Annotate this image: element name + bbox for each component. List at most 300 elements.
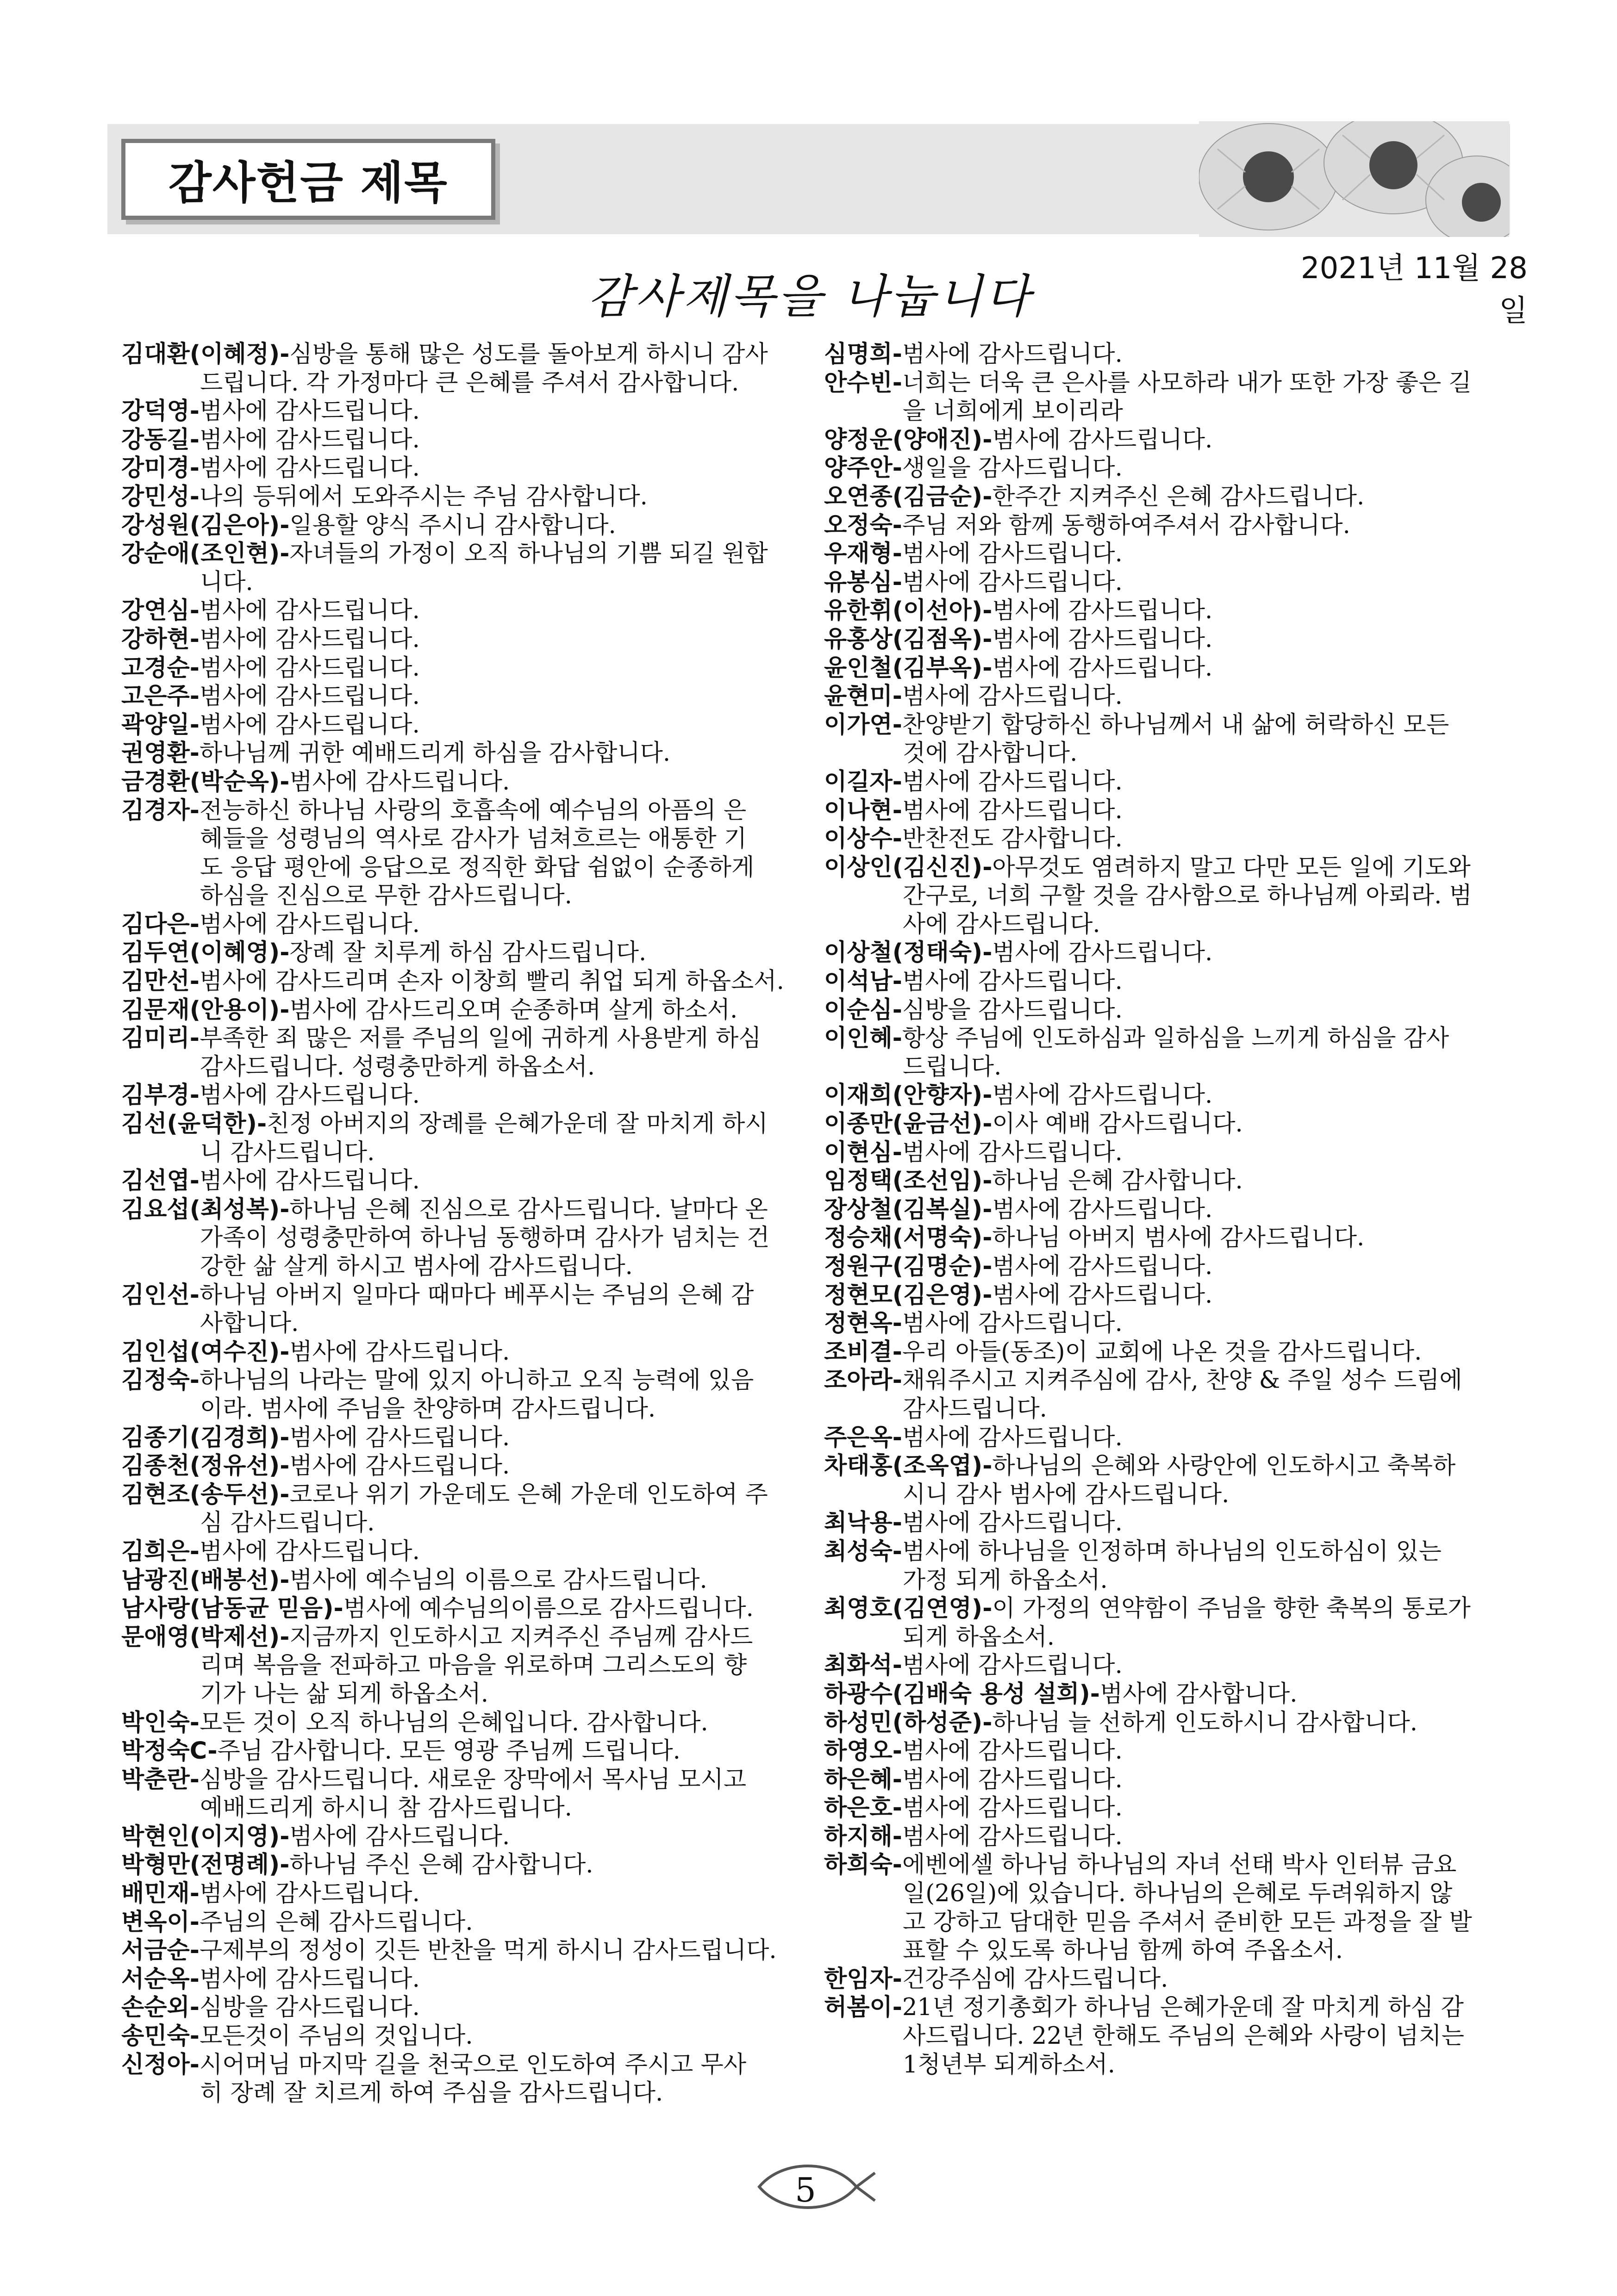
entry-text: 드립니다. 각 가정마다 큰 은혜를 주셔서 감사합니다.: [200, 369, 739, 397]
entry-text: 범사에 감사드립니다.: [289, 768, 510, 796]
entry-text: 아무것도 염려하지 말고 다만 모든 일에 기도와: [992, 853, 1471, 881]
thanks-entry: [824, 1224, 1507, 1252]
thanks-entry: [824, 597, 1507, 625]
thanks-entry: [121, 1024, 793, 1081]
entry-name: 신정아-: [121, 2051, 200, 2078]
entry-text: 범사에 감사드립니다.: [902, 768, 1123, 796]
entry-name: 강민성-: [121, 483, 200, 510]
entry-name: 이현심-: [824, 1139, 902, 1166]
thanks-entry: [121, 939, 793, 967]
entry-name: 서순옥-: [121, 1965, 200, 1993]
entry-text: 범사에 감사드립니다.: [902, 1652, 1123, 1680]
thanks-entry: [824, 682, 1507, 711]
left-column: [121, 340, 793, 2108]
thanks-entry: [824, 1993, 1507, 2079]
right-column: [824, 340, 1507, 2079]
entry-name: 이상수-: [824, 825, 902, 853]
thanks-entry: [121, 1623, 793, 1709]
page-title: 감사헌금 제목: [121, 139, 495, 220]
thanks-entry: [121, 1195, 793, 1281]
thanks-entry: [121, 1766, 793, 1823]
entry-name: 이가연-: [824, 711, 902, 739]
thanks-entry: [121, 597, 793, 625]
thanks-entry: [824, 1081, 1507, 1110]
thanks-entry: [121, 1851, 793, 1879]
thanks-entry: [121, 1481, 793, 1537]
entry-name: 오정숙-: [824, 511, 902, 539]
thanks-entry: [121, 1110, 793, 1167]
thanks-entry: [824, 1709, 1507, 1737]
entry-name: 서금순-: [121, 1937, 200, 1965]
entry-text: 사에 감사드립니다.: [903, 910, 1100, 938]
entry-text: 일용할 양식 주시니 감사합니다.: [289, 511, 616, 539]
entry-name: 김희은-: [121, 1537, 200, 1565]
entry-name: 오연종(김금순)-: [824, 483, 993, 510]
entry-text: 감사드립니다. 성령충만하게 하옵소서.: [200, 1053, 595, 1081]
entry-text: 범사에 감사드립니다.: [992, 597, 1213, 625]
entry-name: 김정숙-: [121, 1367, 200, 1394]
entry-name: 하성민(하성준)-: [824, 1709, 993, 1736]
entry-text: 범사에 감사드립니다.: [289, 1338, 510, 1366]
entry-text: 히 장례 잘 치르게 하여 주심을 감사드립니다.: [200, 2079, 663, 2107]
thanks-entry: [121, 739, 793, 768]
entry-name: 문애영(박제선)-: [121, 1623, 290, 1651]
entry-name: 강성원(김은아)-: [121, 511, 290, 539]
entry-text: 전능하신 하나님 사랑의 호흡속에 예수님의 아픔의 은: [199, 796, 747, 824]
entry-name: 정원구(김명순)-: [824, 1253, 993, 1280]
entry-name: 최영호(김연영)-: [824, 1595, 993, 1623]
entry-text: 범사에 감사합니다.: [1099, 1680, 1298, 1708]
entry-text: 범사에 감사드립니다.: [902, 796, 1123, 824]
thanks-entry: [824, 853, 1507, 939]
entry-text: 범사에 감사드립니다.: [902, 1509, 1123, 1537]
entry-text: 코로나 위기 가운데도 은혜 가운데 인도하여 주: [289, 1481, 768, 1508]
entry-text: 범사에 감사드립니다.: [289, 1823, 510, 1850]
entry-text: 범사에 감사드립니다.: [902, 1139, 1123, 1166]
entry-name: 정현옥-: [824, 1310, 902, 1338]
thanks-entry: [824, 1281, 1507, 1310]
entry-text: 구제부의 정성이 깃든 반찬을 먹게 하시니 감사드립니다.: [199, 1937, 777, 1965]
thanks-entry: [824, 369, 1507, 426]
entry-text: 하나님 은혜 감사합니다.: [992, 1167, 1243, 1195]
entry-text: 범사에 하나님을 인정하며 하나님의 인도하심이 있는: [902, 1537, 1442, 1565]
entry-text: 하나님의 나라는 말에 있지 아니하고 오직 능력에 있음: [199, 1367, 754, 1394]
entry-text: 가족이 성령충만하여 하나님 동행하며 감사가 넘치는 건: [200, 1224, 770, 1252]
thanks-entry: [824, 768, 1507, 796]
entry-name: 유홍상(김점옥)-: [824, 625, 993, 653]
entry-text: 하심을 진심으로 무한 감사드립니다.: [200, 882, 572, 910]
entry-name: 남광진(배봉선)-: [121, 1566, 290, 1594]
entry-text: 리며 복음을 전파하고 마음을 위로하며 그리스도의 향: [200, 1652, 747, 1680]
thanks-entry: [824, 1139, 1507, 1167]
entry-name: 안수빈-: [824, 369, 902, 397]
entry-text: 주님의 은혜 감사드립니다.: [199, 1908, 473, 1936]
thanks-entry: [121, 1993, 793, 2022]
thanks-entry: [824, 1252, 1507, 1281]
entry-text: 주님 저와 함께 동행하여주셔서 감사합니다.: [902, 511, 1350, 539]
entry-name: 이상철(정태숙)-: [824, 939, 993, 967]
thanks-entry: [824, 1452, 1507, 1509]
entry-name: 고은주-: [121, 683, 200, 710]
sunflower-image: [1199, 121, 1509, 237]
thanks-entry: [121, 397, 793, 426]
entry-text: 하나님께 귀한 예배드리게 하심을 감사합니다.: [199, 740, 671, 767]
entry-name: 하은혜-: [824, 1766, 902, 1793]
entry-name: 김두연(이혜영)-: [121, 939, 290, 967]
entry-text: 하나님 늘 선하게 인도하시니 감사합니다.: [992, 1709, 1417, 1736]
entry-text: 범사에 감사드립니다.: [199, 683, 420, 710]
entry-text: 시니 감사 범사에 감사드립니다.: [903, 1481, 1230, 1508]
entry-text: 부족한 죄 많은 저를 주님의 일에 귀하게 사용받게 하심: [199, 1025, 762, 1052]
entry-text: 반찬전도 감사합니다.: [902, 825, 1123, 853]
thanks-entry: [121, 1566, 793, 1595]
thanks-entry: [121, 340, 793, 397]
thanks-entry: [121, 454, 793, 483]
entry-text: 범사에 감사드립니다.: [992, 625, 1213, 653]
thanks-entry: [824, 1537, 1507, 1594]
thanks-entry: [824, 1766, 1507, 1794]
entry-name: 김만선-: [121, 968, 200, 996]
entry-name: 김현조(송두선)-: [121, 1481, 290, 1508]
entry-text: 니다.: [200, 568, 253, 596]
entry-text: 범사에 감사드립니다.: [199, 398, 420, 425]
entry-text: 범사에 감사드립니다.: [199, 711, 420, 739]
entry-text: 일(26일)에 있습니다. 하나님의 은혜로 두려워하지 않: [903, 1880, 1453, 1908]
entry-name: 강순애(조인현)-: [121, 540, 290, 568]
entry-name: 최화석-: [824, 1652, 902, 1680]
entry-text: 1청년부 되게하소서.: [903, 2051, 1115, 2078]
thanks-entry: [121, 511, 793, 540]
entry-text: 범사에 감사드립니다.: [199, 625, 420, 653]
entry-text: 니 감사드립니다.: [200, 1139, 375, 1166]
thanks-entry: [121, 540, 793, 597]
entry-name: 송민숙-: [121, 2022, 200, 2050]
entry-text: 범사에 감사드립니다.: [902, 1310, 1123, 1338]
thanks-entry: [824, 483, 1507, 511]
entry-name: 이재희(안향자)-: [824, 1082, 993, 1109]
thanks-entry: [121, 1965, 793, 1994]
entry-text: 범사에 감사드립니다.: [902, 968, 1123, 996]
entry-text: 범사에 감사드립니다.: [199, 1167, 420, 1195]
entry-text: 우리 아들(동조)이 교회에 나온 것을 감사드립니다.: [902, 1338, 1422, 1366]
entry-text: 되게 하옵소서.: [903, 1623, 1055, 1651]
entry-text: 범사에 감사드립니다.: [902, 1737, 1123, 1765]
entry-text: 혜들을 성령님의 역사로 감사가 넘쳐흐르는 애통한 기: [200, 825, 747, 853]
entry-name: 김선(윤덕한)-: [121, 1110, 267, 1138]
thanks-entry: [121, 1594, 793, 1623]
entry-name: 박현인(이지영)-: [121, 1823, 290, 1850]
thanks-entry: [824, 1823, 1507, 1851]
thanks-entry: [121, 1424, 793, 1452]
entry-name: 강미경-: [121, 454, 200, 482]
entry-name: 김종기(김경희)-: [121, 1424, 290, 1451]
entry-text: 범사에 예수님의 이름으로 감사드립니다.: [289, 1566, 707, 1594]
entry-text: 범사에 감사드립니다.: [992, 654, 1213, 682]
entry-name: 정현모(김은영)-: [824, 1281, 993, 1309]
thanks-entry: [824, 1680, 1507, 1709]
entry-text: 범사에 감사드립니다.: [902, 1424, 1123, 1451]
thanks-entry: [121, 967, 793, 996]
entry-text: 기가 나는 삶 되게 하옵소서.: [200, 1680, 488, 1708]
entry-name: 차태홍(조옥엽)-: [824, 1452, 993, 1480]
entry-name: 최낙용-: [824, 1509, 902, 1537]
thanks-entry: [121, 1737, 793, 1766]
thanks-entry: [824, 340, 1507, 369]
entry-text: 범사에 감사드리오며 순종하며 살게 하소서.: [289, 996, 738, 1024]
entry-name: 박정숙C-: [121, 1737, 218, 1765]
thanks-entry: [824, 1851, 1507, 1965]
section-subtitle: 감사제목을 나눕니다: [587, 269, 1033, 324]
entry-text: 범사에 감사드립니다.: [199, 426, 420, 454]
entry-text: 심방을 감사드립니다. 새로운 장막에서 목사님 모시고: [199, 1766, 747, 1793]
entry-text: 범사에 감사드립니다.: [902, 341, 1123, 368]
entry-text: 건강주심에 감사드립니다.: [902, 1965, 1168, 1993]
entry-text: 을 너희에게 보이리라: [903, 398, 1123, 425]
entry-name: 주은옥-: [824, 1424, 902, 1451]
thanks-entry: [824, 568, 1507, 597]
entry-name: 허봄이-: [824, 1994, 902, 2022]
entry-text: 범사에 감사드립니다.: [289, 1424, 510, 1451]
thanks-entry: [121, 768, 793, 796]
entry-text: 찬양받기 합당하신 하나님께서 내 삶에 허락하신 모든: [902, 711, 1449, 739]
thanks-entry: [824, 1737, 1507, 1766]
entry-name: 김부경-: [121, 1082, 200, 1109]
entry-name: 하지해-: [824, 1823, 902, 1850]
thanks-entry: [121, 1908, 793, 1937]
thanks-entry: [824, 825, 1507, 853]
entry-text: 범사에 감사드립니다.: [902, 1823, 1123, 1850]
entry-name: 이종만(윤금선)-: [824, 1110, 993, 1138]
entry-text: 범사에 감사드립니다.: [289, 1452, 510, 1480]
entry-name: 김인선-: [121, 1281, 200, 1309]
thanks-entry: [121, 1338, 793, 1367]
thanks-entry: [824, 454, 1507, 483]
entry-text: 감사드립니다.: [903, 1395, 1047, 1423]
entry-text: 이라. 범사에 주님을 찬양하며 감사드립니다.: [200, 1395, 656, 1423]
thanks-entry: [824, 1794, 1507, 1823]
thanks-entry: [824, 1965, 1507, 1994]
entry-name: 윤인철(김부옥)-: [824, 654, 993, 682]
entry-text: 친정 아버지의 장례를 은혜가운데 잘 마치게 하시: [267, 1110, 768, 1138]
entry-name: 이나현-: [824, 796, 902, 824]
entry-name: 강연심-: [121, 597, 200, 625]
entry-text: 예배드리게 하시니 참 감사드립니다.: [200, 1794, 572, 1822]
entry-name: 이석남-: [824, 968, 902, 996]
thanks-entry: [121, 910, 793, 939]
entry-text: 범사에 감사드립니다.: [992, 1253, 1213, 1280]
thanks-entry: [121, 996, 793, 1025]
thanks-entry: [121, 2051, 793, 2108]
entry-name: 장상철(김복실)-: [824, 1195, 993, 1223]
entry-text: 드립니다.: [903, 1053, 1002, 1081]
thanks-entry: [824, 996, 1507, 1025]
thanks-entry: [824, 1594, 1507, 1651]
entry-text: 주님 감사합니다. 모든 영광 주님께 드립니다.: [217, 1737, 681, 1765]
thanks-entry: [121, 1452, 793, 1481]
thanks-entry: [121, 796, 793, 910]
entry-text: 시어머님 마지막 길을 천국으로 인도하여 주시고 무사: [199, 2051, 747, 2078]
entry-text: 생일을 감사드립니다.: [902, 454, 1123, 482]
entry-name: 우재형-: [824, 540, 902, 568]
entry-name: 강덕영-: [121, 398, 200, 425]
entry-text: 채워주시고 지켜주심에 감사, 찬양 & 주일 성수 드림에: [902, 1367, 1462, 1394]
thanks-entry: [121, 1936, 793, 1965]
entry-name: 김요섭(최성복)-: [121, 1195, 290, 1223]
thanks-entry: [121, 483, 793, 511]
entry-text: 범사에 감사드립니다.: [902, 683, 1123, 710]
entry-text: 심방을 감사드립니다.: [902, 996, 1123, 1024]
thanks-entry: [121, 1167, 793, 1195]
entry-name: 남사랑(남동균 믿음)-: [121, 1595, 343, 1623]
thanks-entry: [121, 682, 793, 711]
entry-name: 유한휘(이선아)-: [824, 597, 993, 625]
thanks-entry: [824, 1509, 1507, 1537]
entry-text: 도 응답 평안에 응답으로 정직한 화답 쉼없이 순종하게: [200, 853, 755, 881]
thanks-entry: [121, 1537, 793, 1566]
entry-text: 범사에 예수님의이름으로 감사드립니다.: [343, 1595, 754, 1623]
entry-text: 하나님 은혜 진심으로 감사드립니다. 날마다 온: [289, 1195, 768, 1223]
thanks-entry: [121, 711, 793, 740]
thanks-entry: [121, 1709, 793, 1737]
entry-name: 고경순-: [121, 654, 200, 682]
entry-name: 김선엽-: [121, 1167, 200, 1195]
entry-text: 하나님 주신 은혜 감사합니다.: [289, 1851, 593, 1879]
entry-name: 박형만(전명례)-: [121, 1851, 290, 1879]
entry-text: 범사에 감사드립니다.: [199, 654, 420, 682]
entry-text: 범사에 감사드리며 손자 이창희 빨리 취업 되게 하옵소서.: [199, 968, 784, 996]
entry-text: 모든 것이 오직 하나님의 은혜입니다. 감사합니다.: [199, 1709, 708, 1736]
entry-text: 이사 예배 감사드립니다.: [992, 1110, 1243, 1138]
thanks-entry: [121, 2022, 793, 2051]
entry-text: 범사에 감사드립니다.: [902, 568, 1123, 596]
thanks-entry: [824, 654, 1507, 683]
entry-name: 변옥이-: [121, 1908, 200, 1936]
entry-name: 하광수(김배숙 용성 설희)-: [824, 1680, 1100, 1708]
entry-text: 범사에 감사드립니다.: [992, 939, 1213, 967]
entry-name: 양정운(양애진)-: [824, 426, 993, 454]
entry-name: 하희숙-: [824, 1851, 902, 1879]
thanks-entry: [121, 1081, 793, 1110]
entry-name: 이상인(김신진)-: [824, 853, 993, 881]
entry-name: 곽양일-: [121, 711, 200, 739]
page-number: 5: [795, 2171, 816, 2209]
thanks-entry: [824, 1167, 1507, 1195]
entry-name: 김미리-: [121, 1025, 200, 1052]
entry-text: 에벤에셀 하나님 하나님의 자녀 선태 박사 인터뷰 금요: [902, 1851, 1457, 1879]
thanks-entry: [121, 625, 793, 654]
entry-name: 이인혜-: [824, 1025, 902, 1052]
entry-name: 박인숙-: [121, 1709, 200, 1736]
thanks-entry: [824, 1024, 1507, 1081]
entry-name: 김인섭(여수진)-: [121, 1338, 290, 1366]
entry-text: 하나님의 은혜와 사랑안에 인도하시고 축복하: [992, 1452, 1456, 1480]
entry-name: 양주안-: [824, 454, 902, 482]
entry-text: 범사에 감사드립니다.: [992, 1082, 1213, 1109]
entry-text: 범사에 감사드립니다.: [199, 454, 420, 482]
entry-name: 하은호-: [824, 1794, 902, 1822]
thanks-entry: [121, 1281, 793, 1338]
entry-text: 하나님 아버지 범사에 감사드립니다.: [992, 1224, 1365, 1252]
entry-text: 범사에 감사드립니다.: [902, 1794, 1123, 1822]
entry-text: 고 강하고 담대한 믿음 주셔서 준비한 모든 과정을 잘 발: [903, 1908, 1472, 1936]
thanks-entry: [824, 1651, 1507, 1680]
entry-name: 이순심-: [824, 996, 902, 1024]
thanks-entry: [824, 1195, 1507, 1224]
entry-name: 권영환-: [121, 740, 200, 767]
thanks-entry: [824, 540, 1507, 568]
date-label: 2021년 11월 28일: [1300, 251, 1528, 328]
entry-name: 정승채(서명숙)-: [824, 1224, 993, 1252]
entry-text: 범사에 감사드립니다.: [199, 1082, 420, 1109]
entry-text: 사합니다.: [200, 1310, 299, 1338]
thanks-entry: [824, 511, 1507, 540]
entry-text: 항상 주님에 인도하심과 일하심을 느끼게 하심을 감사: [902, 1025, 1449, 1052]
entry-text: 표할 수 있도록 하나님 함께 하여 주옵소서.: [903, 1937, 1343, 1965]
entry-text: 심방을 통해 많은 성도를 돌아보게 하시니 감사: [289, 341, 768, 368]
entry-name: 김대환(이혜정)-: [121, 341, 290, 368]
entry-text: 범사에 감사드립니다.: [992, 1195, 1213, 1223]
entry-text: 범사에 감사드립니다.: [902, 1766, 1123, 1793]
entry-text: 범사에 감사드립니다.: [992, 1281, 1213, 1309]
entry-text: 가정 되게 하옵소서.: [903, 1566, 1108, 1594]
entry-name: 강동길-: [121, 426, 200, 454]
entry-text: 범사에 감사드립니다.: [199, 910, 420, 938]
entry-name: 유봉심-: [824, 568, 902, 596]
entry-text: 범사에 감사드립니다.: [199, 1965, 420, 1993]
entry-text: 범사에 감사드립니다.: [992, 426, 1213, 454]
entry-name: 배민재-: [121, 1880, 200, 1908]
entry-text: 심방을 감사드립니다.: [199, 1994, 420, 2022]
thanks-entry: [824, 426, 1507, 454]
entry-name: 조비결-: [824, 1338, 902, 1366]
entry-text: 너희는 더욱 큰 은사를 사모하라 내가 또한 가장 좋은 길: [902, 369, 1472, 397]
entry-text: 나의 등뒤에서 도와주시는 주님 감사합니다.: [199, 483, 648, 510]
thanks-entry: [121, 654, 793, 683]
entry-name: 김경자-: [121, 796, 200, 824]
thanks-entry: [121, 426, 793, 454]
entry-name: 한임자-: [824, 1965, 902, 1993]
thanks-entry: [824, 1110, 1507, 1139]
thanks-entry: [824, 711, 1507, 768]
entry-name: 하영오-: [824, 1737, 902, 1765]
entry-text: 한주간 지켜주신 은혜 감사드립니다.: [992, 483, 1365, 510]
thanks-entry: [824, 939, 1507, 967]
thanks-entry: [824, 1366, 1507, 1423]
entry-name: 강하현-: [121, 625, 200, 653]
entry-text: 모든것이 주님의 것입니다.: [199, 2022, 473, 2050]
entry-name: 손순외-: [121, 1994, 200, 2022]
thanks-entry: [824, 1338, 1507, 1367]
entry-text: 21년 정기총회가 하나님 은혜가운데 잘 마치게 하심 감: [902, 1994, 1464, 2022]
entry-text: 범사에 감사드립니다.: [902, 540, 1123, 568]
entry-name: 조아라-: [824, 1367, 902, 1394]
entry-text: 심 감사드립니다.: [200, 1509, 375, 1537]
thanks-entry: [121, 1823, 793, 1851]
entry-text: 범사에 감사드립니다.: [199, 1537, 420, 1565]
thanks-entry: [824, 625, 1507, 654]
entry-name: 이길자-: [824, 768, 902, 796]
entry-text: 장례 잘 치루게 하심 감사드립니다.: [289, 939, 647, 967]
entry-text: 범사에 감사드립니다.: [199, 1880, 420, 1908]
entry-name: 임정택(조선임)-: [824, 1167, 993, 1195]
entry-name: 박춘란-: [121, 1766, 200, 1793]
thanks-entry: [824, 796, 1507, 825]
entry-name: 심명희-: [824, 341, 902, 368]
entry-text: 지금까지 인도하시고 지켜주신 주님께 감사드: [289, 1623, 753, 1651]
entry-text: 것에 감사합니다.: [903, 740, 1078, 767]
entry-name: 김종천(정유선)-: [121, 1452, 290, 1480]
thanks-entry: [824, 1309, 1507, 1338]
